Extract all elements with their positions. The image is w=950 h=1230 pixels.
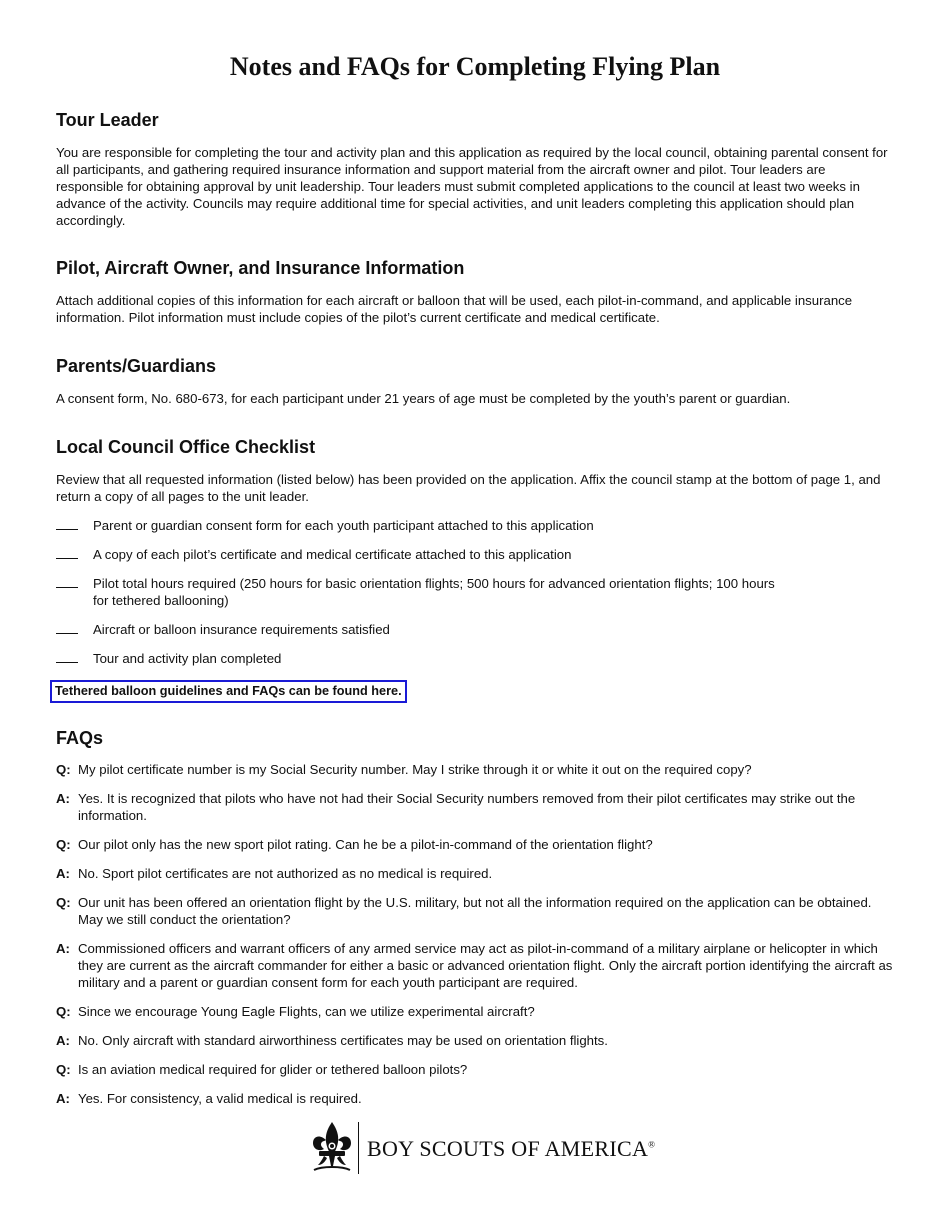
checklist-blank[interactable] [56,621,78,634]
organization-name-text: BOY SCOUTS OF AMERICA [367,1136,649,1161]
checklist-item-label: Aircraft or balloon insurance requirements satisfied [93,622,390,637]
registered-mark: ® [648,1139,656,1150]
checklist-item-label: Parent or guardian consent form for each youth participant attached to this application [93,518,594,533]
qa-label: A: [56,1033,70,1048]
fleur-de-lis-icon [310,1120,354,1174]
qa-text: No. Only aircraft with standard airworthiness certificates may be used on orientation flights. [78,1033,608,1048]
qa-text: Our unit has been offered an orientation flight by the U.S. military, but not all the information required on the application can be obtained. May we still conduct the orientation? [78,895,872,927]
pilot-info-heading: Pilot, Aircraft Owner, and Insurance Information [56,258,465,278]
checklist-blank[interactable] [56,650,78,663]
qa-label: Q: [56,895,71,910]
page-title: Notes and FAQs for Completing Flying Plan [229,52,721,81]
qa-text: Commissioned officers and warrant officers of any armed service may act as pilot-in-command of a military airplane or helicopter in which they are current as the aircraft commander for either a basic or advanced orientation flight. Only the aircraft portion identifying the aircraft as military and a parent or guardian consent form for each youth participant are required. [78,941,893,990]
footer-divider [358,1122,359,1174]
qa-text: Yes. It is recognized that pilots who have not had their Social Security numbers removed from their pilot certificates may strike out the information. [78,791,856,823]
qa-text: Yes. For consistency, a valid medical is required. [78,1091,362,1106]
checklist-heading: Local Council Office Checklist [56,437,316,457]
tour-leader-heading: Tour Leader [56,110,159,130]
checklist-blank[interactable] [56,546,78,559]
checklist-item-label: A copy of each pilot’s certificate and medical certificate attached to this application [93,547,572,562]
qa-label: A: [56,1091,70,1106]
checklist-blank[interactable] [56,575,78,588]
qa-label: A: [56,791,70,806]
checklist-paragraph: Review that all requested information (listed below) has been provided on the application. Affix the council stamp at the bottom of page 1, and return a copy of all pages to the unit leader. [56,472,881,504]
organization-name [367,1136,655,1162]
qa-text: My pilot certificate number is my Social Security number. May I strike through it or white it out on the required copy? [78,762,752,777]
qa-label: A: [56,866,70,881]
qa-label: Q: [56,1004,71,1019]
parents-heading: Parents/Guardians [56,356,217,376]
bsa-footer-logo [310,1120,656,1176]
faqs-heading: FAQs [56,728,104,748]
tethered-balloon-link[interactable]: Tethered balloon guidelines and FAQs can be found here. [50,680,407,703]
qa-label: Q: [56,1062,71,1077]
qa-label: Q: [56,762,71,777]
parents-paragraph: A consent form, No. 680-673, for each participant under 21 years of age must be completed by the youth’s parent or guardian. [56,391,791,406]
qa-text: No. Sport pilot certificates are not authorized as no medical is required. [78,866,493,881]
checklist-item-label: Pilot total hours required (250 hours for basic orientation flights; 500 hours for advanced orientation flights; 100 hours for tethered ballooning) [93,576,775,608]
qa-text: Our pilot only has the new sport pilot rating. Can he be a pilot-in-command of the orientation flight? [78,837,653,852]
tour-leader-paragraph: You are responsible for completing the tour and activity plan and this application as required by the local council, obtaining parental consent for all participants, and gathering required insurance information and support material from the aircraft owner and pilot. Tour leaders are responsible for obtaining approval by unit leadership. Tour leaders must submit completed applications to the council at least two weeks in advance of the activity. Councils may require additional time for special activities, and unit leaders completing this application should plan accordingly. [56,145,888,228]
pilot-info-paragraph: Attach additional copies of this information for each aircraft or balloon that will be used, each pilot-in-command, and applicable insurance information. Pilot information must include copies of the pilot’s current certificate and medical certificate. [56,293,853,325]
qa-text: Since we encourage Young Eagle Flights, can we utilize experimental aircraft? [78,1004,535,1019]
checklist-blank[interactable] [56,517,78,530]
qa-label: Q: [56,837,71,852]
checklist-item-label: Tour and activity plan completed [93,651,282,666]
qa-label: A: [56,941,70,956]
qa-text: Is an aviation medical required for glider or tethered balloon pilots? [78,1062,468,1077]
